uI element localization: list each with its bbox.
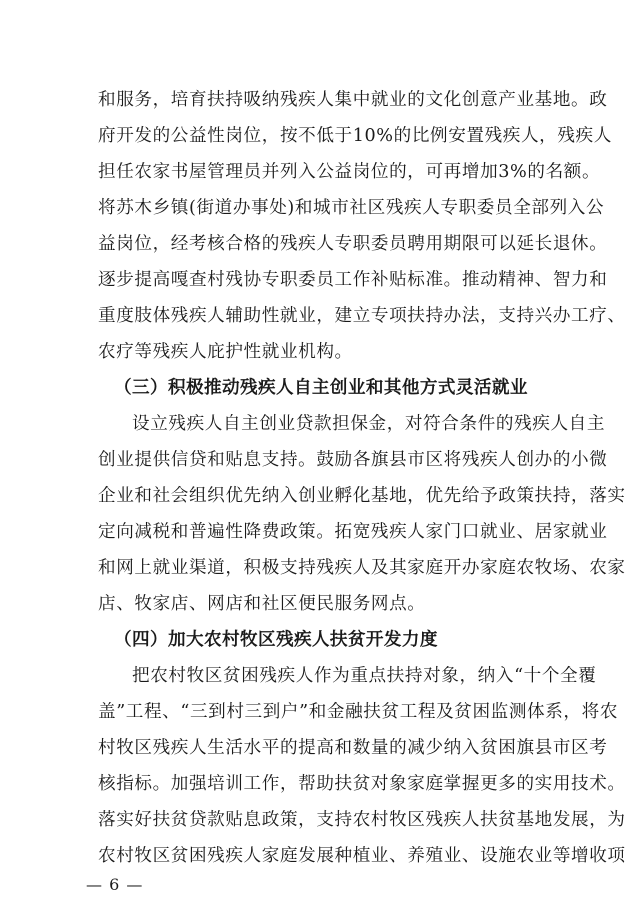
paragraph-line: 盖”工程、“三到村三到户”和金融扶贫工程及贫困监测体系，将农 (98, 702, 619, 722)
paragraph-line: 创业提供信贷和贴息支持。鼓励各旗县市区将残疾人创办的小微 (98, 450, 608, 470)
paragraph-line: 将苏木乡镇(街道办事处)和城市社区残疾人专职委员全部列入公 (98, 198, 605, 218)
paragraph-line: 农村牧区贫困残疾人家庭发展种植业、养殖业、设施农业等增收项 (98, 846, 626, 866)
paragraph-line: 定向减税和普遍性降费政策。拓宽残疾人家门口就业、居家就业 (98, 522, 608, 542)
paragraph-line: 企业和社会组织优先纳入创业孵化基地，优先给予政策扶持，落实 (98, 486, 626, 506)
paragraph-line: 逐步提高嘎查村残协专职委员工作补贴标准。推动精神、智力和 (98, 270, 608, 290)
section-heading: （三）积极推动残疾人自主创业和其他方式灵活就业 (114, 377, 528, 398)
page-number: — 6 — (86, 875, 144, 894)
paragraph-line: 和服务，培育扶持吸纳残疾人集中就业的文化创意产业基地。政 (98, 90, 608, 110)
paragraph-line: 村牧区残疾人生活水平的提高和数量的减少纳入贫困旗县市区考 (98, 738, 608, 758)
paragraph-line: 重度肢体残疾人辅助性就业，建立专项扶持办法，支持兴办工疗、 (98, 306, 626, 326)
paragraph-line: 把农村牧区贫困残疾人作为重点扶持对象，纳入“十个全覆 (132, 666, 597, 686)
paragraph-line: 店、牧家店、网店和社区便民服务网点。 (98, 594, 426, 614)
paragraph-line: 核指标。加强培训工作，帮助扶贫对象家庭掌握更多的实用技术。 (98, 774, 626, 794)
paragraph-line: 益岗位，经考核合格的残疾人专职委员聘用期限可以延长退休。 (98, 234, 608, 254)
paragraph-line: 农疗等残疾人庇护性就业机构。 (98, 342, 353, 362)
paragraph-line: 担任农家书屋管理员并列入公益岗位的，可再增加3%的名额。 (98, 162, 601, 182)
paragraph-line: 落实好扶贫贷款贴息政策，支持农村牧区残疾人扶贫基地发展，为 (98, 810, 626, 830)
paragraph-line: 和网上就业渠道，积极支持残疾人及其家庭开办家庭农牧场、农家 (98, 558, 626, 578)
section-heading: （四）加大农村牧区残疾人扶贫开发力度 (114, 629, 438, 650)
paragraph-line: 设立残疾人自主创业贷款担保金，对符合条件的残疾人自主 (132, 414, 606, 434)
paragraph-line: 府开发的公益性岗位，按不低于10%的比例安置残疾人，残疾人 (98, 126, 612, 146)
